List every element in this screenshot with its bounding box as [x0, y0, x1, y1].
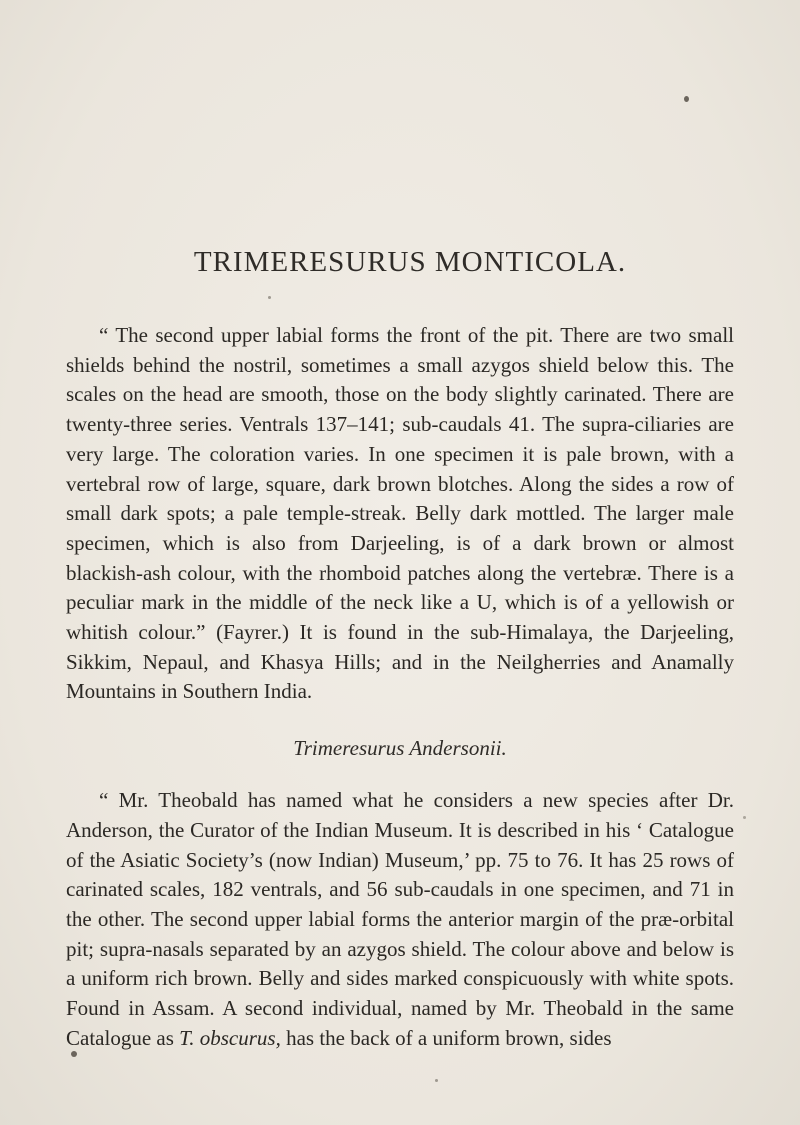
page-title: TRIMERESURUS MONTICOLA.	[193, 246, 627, 278]
body-paragraph: “ The second upper labial forms the front of the pit. There are two small shields behind the nostril, sometimes a small azygos shield below this. The scales on the head are smooth, those on the body slightly carinated. There are twenty-three series. Ventrals 137–141; sub-caudals 41. The supra-ciliaries are very large. The coloration varies. In one specimen it is pale brown, with a vertebral row of large, square, dark brown blotches. Along the sides a row of small dark spots; a pale temple-streak. Belly dark mottled. The larger male specimen, which is also from Darjeeling, is of a dark brown or almost blackish-ash colour, with the rhomboid patches along the vertebræ. There is a peculiar mark in the middle of the neck like a U, which is of a yellowish or whitish colour.” (Fayrer.) It is found in the sub-Himalaya, the Darjeeling, Sikkim, Nepaul, and Khasya Hills; and in the Neilgherries and Anamally Mountains in Southern India.	[66, 323, 734, 704]
ink-speck	[743, 816, 746, 819]
ink-speck	[684, 96, 689, 102]
species-subheading: Trimeresurus Andersonii.	[293, 736, 507, 761]
body-paragraph	[66, 786, 734, 1053]
page-content	[66, 246, 734, 1053]
paragraph-text: has the back of a uniform brown, sides	[280, 1025, 612, 1050]
species-name-italic: T. obscurus,	[179, 1025, 281, 1050]
paragraph-text: “ Mr. Theobald has named what he considers a new species after Dr. Anderson, the Curator of the Indian Museum. It is described in his ‘ Catalogue of the Asiatic Society’s (now Indian) Museum,’ pp. 75 to 76. It has 25 rows of carinated scales, 182 ventrals, and 56 sub-caudals in one specimen, and 71 in the other. The second upper labial forms the anterior margin of the præ-orbital pit; supra-nasals separated by an azygos shield. The colour above and below is a uniform rich brown. Belly and sides marked conspicuously with white spots. Found in Assam. A second individual, named by Mr. Theobald in the same Catalogue as	[66, 788, 734, 1050]
ink-speck	[435, 1079, 438, 1082]
